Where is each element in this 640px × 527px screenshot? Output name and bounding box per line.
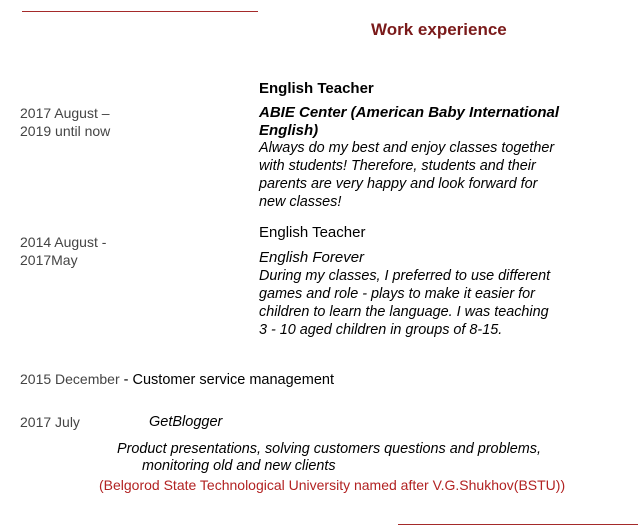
customer-service-entry xyxy=(20,371,334,389)
job1-company-line2: English) xyxy=(259,122,319,139)
job1-desc-line2: with students! Therefore, students and their xyxy=(259,158,536,174)
job1-date xyxy=(20,104,110,140)
section-title: Work experience xyxy=(371,20,507,39)
job2-desc-line1: During my classes, I preferred to use different xyxy=(259,268,551,284)
job2-role: English Teacher xyxy=(259,224,366,241)
job1-date-line1: 2017 August – xyxy=(20,105,110,121)
job2-desc-line2: games and role - plays to make it easier for xyxy=(259,286,535,302)
job2-description xyxy=(259,267,550,339)
customer-service-title: Customer service management xyxy=(132,372,334,388)
getblogger-description-line2: monitoring old and new clients xyxy=(142,458,336,474)
customer-service-date: 2015 December xyxy=(20,371,120,387)
job2-desc-line3: children to learn the language. I was teaching xyxy=(259,304,549,320)
getblogger-company: GetBlogger xyxy=(149,414,223,430)
education-note: (Belgorod State Technological University named after V.G.Shukhov(BSTU)) xyxy=(99,477,566,493)
job1-description xyxy=(259,139,554,211)
job2-date xyxy=(20,233,106,269)
customer-service-separator: - xyxy=(119,372,133,388)
getblogger-date: 2017 July xyxy=(20,414,80,430)
job2-company: English Forever xyxy=(259,249,365,266)
job1-desc-line4: new classes! xyxy=(259,194,342,210)
top-rule xyxy=(22,11,258,12)
job1-date-line2: 2019 until now xyxy=(20,123,111,139)
job1-desc-line1: Always do my best and enjoy classes together xyxy=(259,140,555,156)
job1-company-line1: ABIE Center (American Baby International xyxy=(259,104,560,121)
job1-company xyxy=(259,104,559,140)
getblogger-description-line1: Product presentations, solving customers questions and problems, xyxy=(117,441,541,457)
job1-desc-line3: parents are very happy and look forward for xyxy=(259,176,538,192)
job2-date-line2: 2017May xyxy=(20,252,78,268)
job2-date-line1: 2014 August - xyxy=(20,234,107,250)
job1-role: English Teacher xyxy=(259,80,374,97)
job2-desc-line4: 3 - 10 aged children in groups of 8-15. xyxy=(259,322,503,338)
bottom-rule xyxy=(398,524,638,525)
